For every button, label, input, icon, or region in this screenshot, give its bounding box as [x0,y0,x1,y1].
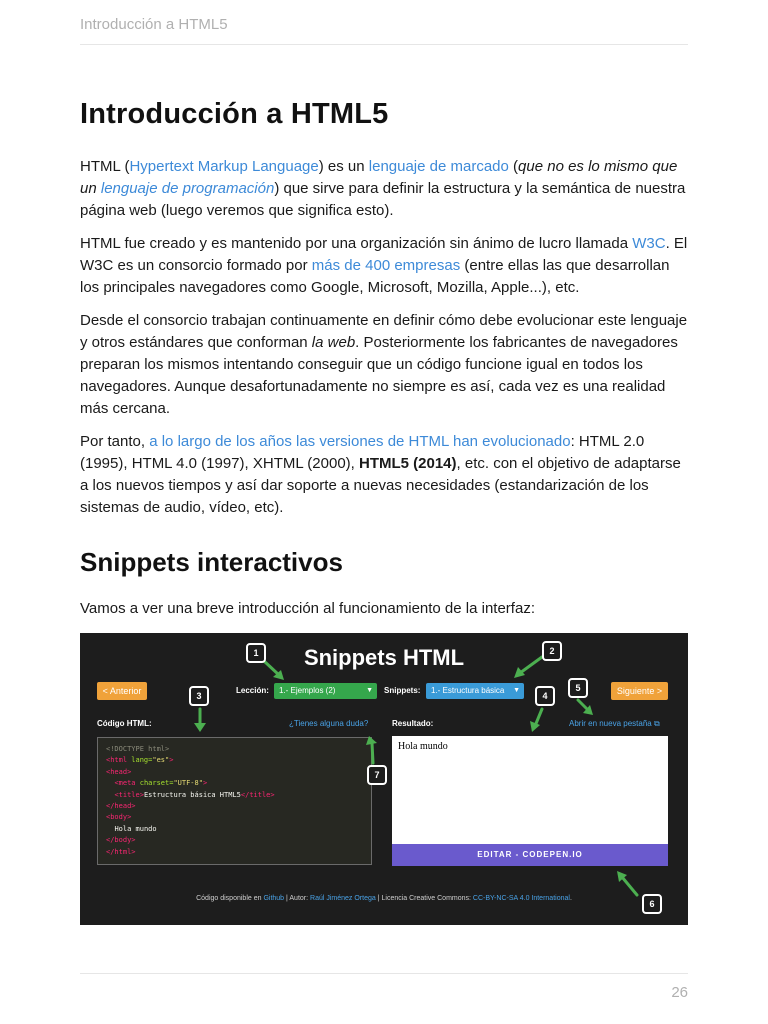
code-line: <title>Estructura básica HTML5</title> [114,790,275,799]
open-new-tab-label: Abrir en nueva pestaña [569,719,652,728]
leccion-label: Lección: [236,686,269,695]
arrow-1-icon [264,661,279,675]
code-line: <html lang="es"> [106,756,174,765]
caret-down-icon: ▼ [513,687,520,694]
code-line: </html> [106,847,136,856]
link-hypertext-markup-language[interactable]: Hypertext Markup Language [129,158,319,175]
caret-down-icon: ▼ [366,687,373,694]
code-line: <!DOCTYPE html> [106,745,170,753]
link-w3c[interactable]: W3C [632,235,666,252]
section-title: Snippets interactivos [80,547,343,577]
arrowhead-2-icon [514,667,525,678]
arrowhead-7-icon [366,736,377,745]
author-link[interactable]: Raúl Jiménez Ortega [310,895,376,902]
callout-badge: 4 [535,686,555,706]
chapter-body [80,156,692,530]
arrow-7-icon [372,743,373,763]
license-link[interactable]: CC-BY-NC-SA 4.0 International [472,895,570,902]
callout-badge: 6 [642,894,662,914]
running-header-title: Introducción a HTML5 [80,16,228,33]
italic-la-web: la web [311,334,356,351]
section-intro: Vamos a ver una breve introducción al funcionamiento de la interfaz: [80,600,535,617]
paragraph-4: Por tanto, a lo largo de los años las versiones de HTML han evolucionado: HTML 2.0 (1995), HTML 4.0 (1997), XHTML (2000), HTML5 (2014), etc. con el objetivo de adaptarse a los nuevos tiempos y así dar soporte a nuevas necesidades (estandarización de los sistemas de audio, vídeo, etc). [80,433,681,516]
resultado-label: Resultado: [392,719,434,728]
arrow-2-icon [520,657,542,673]
code-line: </body> [106,836,136,845]
arrow-6-icon [622,877,637,895]
arrow-5-icon [578,700,588,710]
bold-html5-2014: HTML5 (2014) [359,455,457,472]
paragraph-2: HTML fue creado y es mantenido por una organización sin ánimo de lucro llamada W3C. El W3C es un consorcio formado por más de 400 empresas (entre ellas las que desarrollan los principales navegadores como Google, Microsoft, Mozilla, Apple...), etc. [80,235,688,296]
link-lenguaje-de-marcado[interactable]: lenguaje de marcado [368,158,509,175]
code-line: Hola mundo [114,824,157,833]
arrowhead-3-icon [194,723,206,732]
github-link[interactable]: Github [263,895,285,902]
previous-button[interactable]: < Anterior [97,682,147,700]
snippets-select-value: 1.- Estructura básica [431,686,505,695]
callout-badge: 1 [246,643,266,663]
snippets-screenshot [80,633,688,925]
chapter-title: Introducción a HTML5 [80,98,389,130]
italic-note: que no es lo mismo que un lenguaje de programación [80,158,678,197]
codigo-html-label: Código HTML: [97,719,152,728]
link-mas-de-400-empresas[interactable]: más de 400 empresas [311,257,461,274]
external-link-icon: ⧉ [653,719,660,728]
code-line: <meta charset="UTF-8"> [114,779,208,788]
question-link[interactable]: ¿Tienes alguna duda? [289,719,369,728]
snippets-footer: Código disponible en Github | Autor: Raúl Jiménez Ortega | Licencia Creative Commons: CC-BY-NC-SA 4.0 International. [196,895,572,902]
next-button[interactable]: Siguiente > [611,682,668,700]
code-line: </head> [106,802,136,811]
page-number: 26 [671,984,688,1001]
link-lenguaje-de-programacion[interactable]: lenguaje de programación [100,180,275,197]
leccion-select-value: 1.- Ejemplos (2) [279,686,336,695]
callout-badge: 7 [367,765,387,785]
snippets-label: Snippets: [384,686,421,695]
callout-badge: 5 [568,678,588,698]
paragraph-1: HTML (Hypertext Markup Language) es un lenguaje de marcado (que no es lo mismo que un lenguaje de programación) que sirve para definir la estructura y la semántica de nuestra página web (luego veremos que significa esto). [80,158,686,219]
snippets-title: Snippets HTML [303,645,465,670]
edit-codepen-button[interactable]: EDITAR - CODEPEN.IO [392,844,668,866]
running-header [80,16,688,45]
page-footer-divider [80,973,688,974]
result-text: Hola mundo [398,741,448,752]
callout-badge: 3 [189,686,209,706]
callout-badge: 2 [542,641,562,661]
code-line: <body> [106,813,132,822]
code-line: <head> [106,767,132,776]
link-versiones-html[interactable]: a lo largo de los años las versiones de HTML han evolucionado [149,433,571,450]
paragraph-3: Desde el consorcio trabajan continuamente en definir cómo debe evolucionar este lenguaje y otros estándares que conforman la web. Posteriormente los fabricantes de navegadores preparan los mismos intentando conseguir que un código funcione igual en todos los navegadores. Aunque desafortunadamente no siempre es así, cada vez es una realidad más cercana. [80,312,688,417]
